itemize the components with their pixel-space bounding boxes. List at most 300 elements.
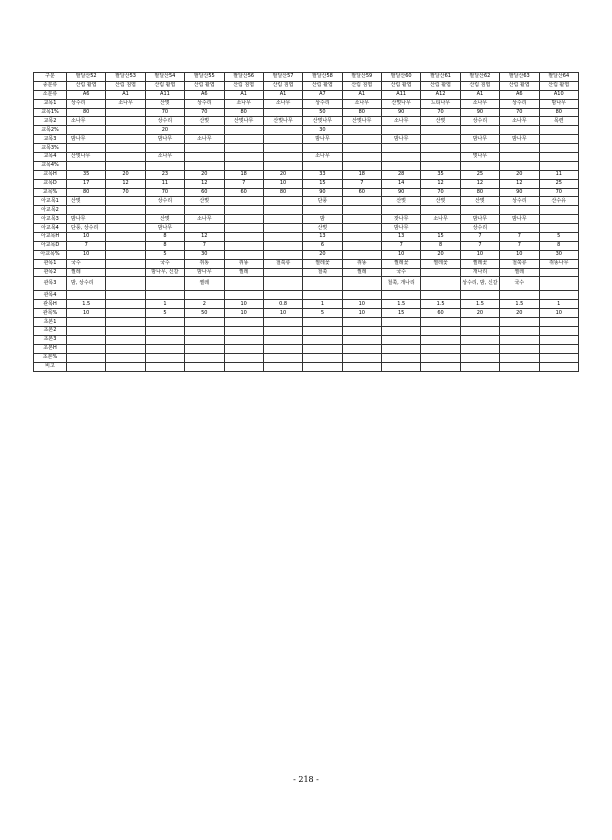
table-cell: 상수리, 밤, 신갈 [460, 277, 499, 291]
table-cell [382, 291, 421, 300]
table-cell [303, 144, 342, 153]
table-cell [421, 327, 460, 336]
table-cell: 소나무 [67, 117, 106, 126]
table-cell: 35 [67, 170, 106, 179]
table-row [34, 73, 579, 82]
table-cell: 5 [145, 250, 184, 259]
table-cell [106, 206, 145, 215]
row-label: 교목2% [34, 126, 67, 135]
table-cell: 쥐똥 [224, 259, 263, 268]
table-cell [539, 161, 579, 170]
table-cell: 8 [145, 233, 184, 242]
table-cell: 1 [303, 300, 342, 309]
table-cell: 1.5 [460, 300, 499, 309]
table-cell [263, 353, 302, 362]
table-cell [224, 335, 263, 344]
table-cell [382, 362, 421, 371]
table-cell: 10 [224, 300, 263, 309]
table-cell [382, 327, 421, 336]
table-cell [224, 197, 263, 206]
table-cell: 상수리 [145, 197, 184, 206]
table-cell: 산벚 [67, 197, 106, 206]
table-cell [185, 144, 224, 153]
table-cell [421, 318, 460, 327]
table-cell: 밤나무 [500, 135, 539, 144]
table-cell: 50 [303, 108, 342, 117]
row-label: 관목% [34, 309, 67, 318]
table-cell [263, 268, 302, 277]
table-cell [263, 144, 302, 153]
table-cell [67, 206, 106, 215]
table-cell [539, 215, 579, 224]
table-cell [500, 353, 539, 362]
table-cell [224, 233, 263, 242]
table-cell [106, 197, 145, 206]
table-cell: 소나무 [185, 135, 224, 144]
table-cell [539, 135, 579, 144]
table-cell [263, 250, 302, 259]
table-cell [145, 353, 184, 362]
table-cell [500, 144, 539, 153]
table-cell [539, 318, 579, 327]
table-body [34, 73, 579, 372]
table-cell: 11 [145, 179, 184, 188]
table-cell: 10 [342, 309, 381, 318]
table-cell: 느티나무 [421, 99, 460, 108]
table-cell: 15 [382, 309, 421, 318]
table-cell [303, 344, 342, 353]
table-cell [224, 153, 263, 162]
table-cell [263, 197, 302, 206]
table-cell: A10 [539, 90, 579, 99]
table-cell: 70 [421, 188, 460, 197]
table-cell: 소나무 [263, 99, 302, 108]
table-cell [303, 335, 342, 344]
table-cell [263, 362, 302, 371]
table-cell [67, 144, 106, 153]
table-cell [539, 144, 579, 153]
table-cell: 소나무 [421, 215, 460, 224]
table-row [34, 144, 579, 153]
table-cell [263, 108, 302, 117]
table-cell [342, 126, 381, 135]
table-cell: 밤나무 [145, 135, 184, 144]
table-cell: 20 [263, 170, 302, 179]
table-row [34, 309, 579, 318]
row-label: 아교목2 [34, 206, 67, 215]
table-row [34, 353, 579, 362]
table-cell: 찔레꽃 [303, 259, 342, 268]
table-cell [421, 144, 460, 153]
table-cell: 20 [500, 309, 539, 318]
table-cell: 밤나무 [460, 135, 499, 144]
table-cell [500, 224, 539, 233]
table-cell: 산벚나무 [67, 153, 106, 162]
table-row [34, 99, 579, 108]
table-cell: 상수리 [303, 99, 342, 108]
table-cell: 산벚 [460, 197, 499, 206]
table-cell: 철쭉류 [500, 259, 539, 268]
row-label: 교목3 [34, 135, 67, 144]
table-cell [263, 206, 302, 215]
table-cell: 1.5 [67, 300, 106, 309]
table-cell: 산림 활엽 [539, 81, 579, 90]
table-cell: A1 [263, 90, 302, 99]
row-label: 아교목H [34, 233, 67, 242]
table-cell: 20 [460, 309, 499, 318]
table-cell [263, 241, 302, 250]
table-cell [460, 161, 499, 170]
table-cell: 팔달산55 [185, 73, 224, 82]
table-cell: 산림 활엽 [185, 81, 224, 90]
table-cell [342, 215, 381, 224]
table-cell: 30 [303, 126, 342, 135]
table-cell [421, 353, 460, 362]
table-cell [460, 206, 499, 215]
table-cell [342, 318, 381, 327]
table-cell [263, 153, 302, 162]
table-cell [224, 277, 263, 291]
table-cell [460, 291, 499, 300]
table-cell: 산림 침엽 [224, 81, 263, 90]
table-cell [185, 327, 224, 336]
table-row [34, 90, 579, 99]
table-cell [342, 144, 381, 153]
table-cell: 산벚나무 [224, 117, 263, 126]
table-cell [67, 161, 106, 170]
table-cell: 80 [67, 188, 106, 197]
table-cell: A11 [382, 90, 421, 99]
table-cell [421, 161, 460, 170]
table-cell [224, 126, 263, 135]
table-cell: A1 [224, 90, 263, 99]
table-cell: 목련 [539, 117, 579, 126]
table-cell [342, 335, 381, 344]
table-cell: 20 [303, 250, 342, 259]
table-cell: 25 [460, 170, 499, 179]
table-cell: A1 [342, 90, 381, 99]
table-cell: 10 [67, 250, 106, 259]
table-cell [303, 327, 342, 336]
table-cell: 10 [263, 179, 302, 188]
table-cell [500, 291, 539, 300]
table-row [34, 197, 579, 206]
table-cell: 밤나무 [303, 135, 342, 144]
table-cell: 13 [382, 233, 421, 242]
table-cell: 상수리 [500, 99, 539, 108]
table-cell: 50 [185, 309, 224, 318]
table-cell: 개나리 [460, 268, 499, 277]
table-cell [224, 318, 263, 327]
row-label: 교목D [34, 179, 67, 188]
table-cell [185, 153, 224, 162]
table-cell [67, 335, 106, 344]
table-cell: 산벚나무 [382, 99, 421, 108]
table-cell: 80 [342, 108, 381, 117]
table-cell [303, 291, 342, 300]
table-cell [145, 335, 184, 344]
table-cell [382, 206, 421, 215]
table-cell [185, 362, 224, 371]
table-cell: 국수 [67, 259, 106, 268]
table-row [34, 81, 579, 90]
table-cell [342, 241, 381, 250]
table-cell: 6 [303, 241, 342, 250]
table-cell: 산림 활엽 [67, 81, 106, 90]
table-cell [342, 206, 381, 215]
table-cell [224, 291, 263, 300]
table-cell: 밤나무, 신갈 [145, 268, 184, 277]
table-cell: 산벚 [145, 99, 184, 108]
table-cell [185, 318, 224, 327]
table-cell: 찔레 [342, 268, 381, 277]
table-cell: A11 [145, 90, 184, 99]
table-row [34, 126, 579, 135]
table-cell [106, 250, 145, 259]
table-cell: 25 [539, 179, 579, 188]
table-cell: 11 [539, 170, 579, 179]
table-cell: 쥐똥 [185, 259, 224, 268]
table-cell: 8 [539, 241, 579, 250]
table-cell [185, 224, 224, 233]
table-cell [342, 344, 381, 353]
table-cell: 7 [382, 241, 421, 250]
table-cell: 23 [145, 170, 184, 179]
table-cell: 소나무 [342, 99, 381, 108]
table-row [34, 241, 579, 250]
table-cell [500, 126, 539, 135]
table-cell: 70 [185, 108, 224, 117]
row-label: 관목3 [34, 277, 67, 291]
table-cell: 70 [145, 108, 184, 117]
table-cell: 소나무 [500, 117, 539, 126]
table-cell [303, 353, 342, 362]
table-cell [539, 291, 579, 300]
row-label: 아교목4 [34, 224, 67, 233]
table-cell: A1 [460, 90, 499, 99]
row-label: 관목2 [34, 268, 67, 277]
table-cell: 7 [185, 241, 224, 250]
table-cell [145, 144, 184, 153]
table-cell: 산림 활엽 [303, 81, 342, 90]
table-cell: 찔레꽃 [421, 259, 460, 268]
table-cell [106, 318, 145, 327]
table-cell [421, 291, 460, 300]
table-cell [106, 291, 145, 300]
table-cell: 18 [224, 170, 263, 179]
row-label: 교목2 [34, 117, 67, 126]
table-cell: 팔달산62 [460, 73, 499, 82]
table-row [34, 259, 579, 268]
table-cell [539, 353, 579, 362]
table-cell: 쥐똥 [342, 259, 381, 268]
table-row [34, 335, 579, 344]
table-cell [342, 135, 381, 144]
table-cell: 산수유 [539, 197, 579, 206]
row-label: 구분 [34, 73, 67, 82]
table-cell [224, 161, 263, 170]
table-cell [303, 362, 342, 371]
table-cell: 7 [342, 179, 381, 188]
table-cell [421, 277, 460, 291]
table-cell: 팔달산64 [539, 73, 579, 82]
table-cell: 찔레꽃 [460, 259, 499, 268]
row-label: 초본% [34, 353, 67, 362]
table-cell: 산림 침엽 [263, 81, 302, 90]
table-cell: 팔달산63 [500, 73, 539, 82]
table-cell: 밤 [303, 215, 342, 224]
table-cell: 7 [500, 241, 539, 250]
table-row [34, 117, 579, 126]
table-cell: 20 [500, 170, 539, 179]
table-cell: 10 [382, 250, 421, 259]
table-cell [263, 233, 302, 242]
table-cell [539, 153, 579, 162]
table-cell [106, 327, 145, 336]
table-cell [421, 268, 460, 277]
table-cell [185, 335, 224, 344]
table-cell: 산림 침엽 [460, 81, 499, 90]
table-cell [67, 318, 106, 327]
table-row [34, 344, 579, 353]
table-cell: 15 [303, 179, 342, 188]
table-cell: 90 [303, 188, 342, 197]
table-cell: 18 [342, 170, 381, 179]
table-cell: 1 [539, 300, 579, 309]
table-cell: 33 [303, 170, 342, 179]
table-cell [106, 233, 145, 242]
table-cell: 밤나무 [67, 135, 106, 144]
table-cell [224, 144, 263, 153]
table-cell: 단풍, 상수리 [67, 224, 106, 233]
table-row [34, 179, 579, 188]
table-cell [106, 126, 145, 135]
table-cell [421, 135, 460, 144]
vegetation-survey-table [33, 72, 579, 372]
table-cell: 20 [145, 126, 184, 135]
row-label: 소분류 [34, 90, 67, 99]
table-cell: 80 [539, 108, 579, 117]
table-cell [106, 224, 145, 233]
table-cell [539, 362, 579, 371]
table-cell [145, 344, 184, 353]
row-label: 교목1% [34, 108, 67, 117]
table-cell: 산림 활엽 [145, 81, 184, 90]
table-cell: 밤나무 [382, 135, 421, 144]
table-cell: 소나무 [145, 153, 184, 162]
table-cell: 15 [421, 233, 460, 242]
table-cell: 7 [224, 179, 263, 188]
table-cell [421, 206, 460, 215]
table-cell: 단풍 [303, 197, 342, 206]
table-cell: 상수리 [145, 117, 184, 126]
table-cell [500, 344, 539, 353]
table-cell: 밤나무 [539, 99, 579, 108]
table-cell: 팔달산60 [382, 73, 421, 82]
table-cell: 찔레 [224, 268, 263, 277]
table-cell [106, 117, 145, 126]
row-label: 아교목% [34, 250, 67, 259]
table-cell: 12 [460, 179, 499, 188]
table-cell [106, 277, 145, 291]
table-cell [106, 309, 145, 318]
table-cell: 산벚 [421, 197, 460, 206]
table-cell [539, 327, 579, 336]
table-cell [106, 135, 145, 144]
table-cell [263, 135, 302, 144]
table-cell: 0.8 [263, 300, 302, 309]
table-cell: 상수리 [67, 99, 106, 108]
page-number: - 218 - [293, 775, 319, 784]
table-cell [263, 344, 302, 353]
table-row [34, 161, 579, 170]
table-cell [421, 335, 460, 344]
table-cell [460, 344, 499, 353]
table-cell: 찔레 [185, 277, 224, 291]
table-cell [539, 206, 579, 215]
table-cell [460, 335, 499, 344]
table-cell [224, 250, 263, 259]
table-cell: 팔달산52 [67, 73, 106, 82]
table-row [34, 277, 579, 291]
table-row [34, 135, 579, 144]
table-cell: 7 [460, 233, 499, 242]
table-cell [67, 291, 106, 300]
table-cell: 소나무 [303, 153, 342, 162]
table-cell [539, 335, 579, 344]
table-cell [500, 153, 539, 162]
table-cell: 상수리 [185, 99, 224, 108]
table-row [34, 268, 579, 277]
row-label: 초본2 [34, 327, 67, 336]
row-label: 교목4 [34, 153, 67, 162]
table-cell: 밤, 상수리 [67, 277, 106, 291]
table-cell [382, 318, 421, 327]
table-cell [67, 353, 106, 362]
table-cell: 90 [500, 188, 539, 197]
table-cell: 산벚 [185, 197, 224, 206]
table-cell: 밤나무 [382, 224, 421, 233]
table-cell [224, 353, 263, 362]
table-cell: 산림 활엽 [421, 81, 460, 90]
table-cell: 상수리 [460, 224, 499, 233]
row-label: 초본3 [34, 335, 67, 344]
table-cell: 10 [67, 233, 106, 242]
table-row [34, 108, 579, 117]
table-row [34, 300, 579, 309]
table-cell: 산벚 [185, 117, 224, 126]
table-cell [67, 362, 106, 371]
table-cell: 7 [460, 241, 499, 250]
table-cell: 80 [460, 188, 499, 197]
table-cell: 28 [382, 170, 421, 179]
table-cell: 벚나무 [460, 153, 499, 162]
table-cell: 1 [145, 300, 184, 309]
table-cell: 10 [67, 309, 106, 318]
table-row [34, 318, 579, 327]
table-cell: 밤나무 [185, 268, 224, 277]
table-cell: 5 [303, 309, 342, 318]
table-cell: A7 [303, 90, 342, 99]
table-cell [460, 327, 499, 336]
table-cell [145, 327, 184, 336]
table-cell: A6 [500, 90, 539, 99]
table-cell [263, 327, 302, 336]
table-cell [500, 206, 539, 215]
table-cell [224, 135, 263, 144]
table-cell: 90 [382, 188, 421, 197]
table-cell [382, 153, 421, 162]
